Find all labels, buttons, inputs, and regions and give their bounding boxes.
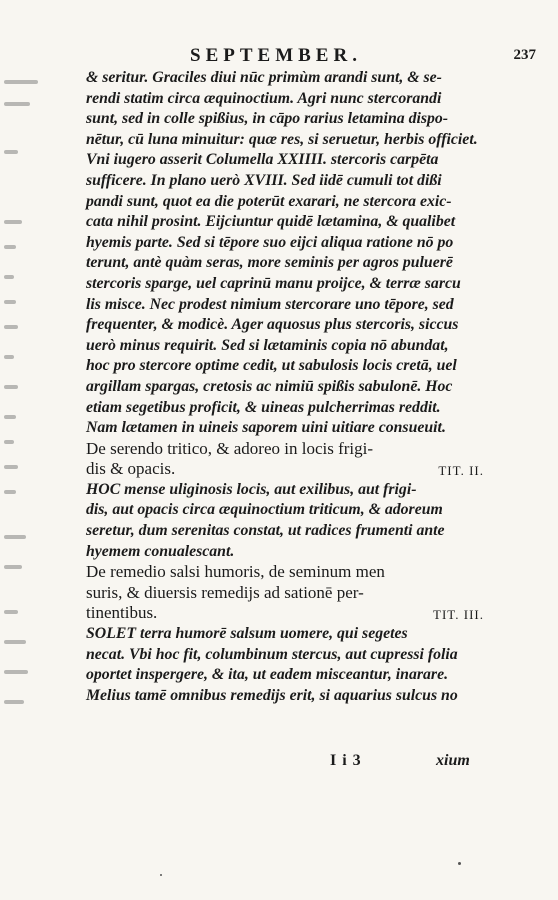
section-heading-line: suris, & diuersis remedijs ad sationē per- [86,582,364,602]
text-line: uerò minus requirit. Sed si lætaminis copia nō abundat, [86,336,449,354]
text-line: Melius tamē omnibus remedijs erit, si aquarius sulcus no [86,686,458,704]
section-heading-text: tinentibus. [86,603,158,623]
running-head: SEPTEMBER. [190,45,362,66]
section-heading-line: De remedio salsi humoris, de seminum men [86,562,385,582]
text-line: sunt, sed in colle spißius, in cāpo rarius letamina dispo- [86,110,449,128]
text-line: oportet inspergere, & ita, ut eadem misceantur, inarare. [86,666,449,684]
text-line: Nam lætamen in uineis saporem uini uitiare consueuit. [86,419,446,437]
text-line: necat. Vbi hoc fit, columbinum stercus, aut cupressi folia [86,645,458,663]
main-text-block [86,68,484,706]
text-line: rendi statim circa æquinoctium. Agri nunc stercorandi [86,89,442,107]
text-line: seretur, dum serenitas constat, ut radices frumenti ante [86,522,445,540]
text-line: terunt, antè quàm seras, more seminis per agros puluerē [86,254,453,272]
paper-speck [160,874,162,876]
text-line: etiam segetibus proficit, & uineas pulcherrimas reddit. [86,398,441,416]
section-number: TIT. II. [438,463,484,479]
text-line: hyemem conualescant. [86,542,235,560]
section-heading-line [86,459,484,480]
page-number: 237 [513,47,536,63]
signature-mark: I i 3 [330,752,362,769]
facing-page-bleed-through [0,70,52,730]
text-line: pandi sunt, quot ea die poterūt exarari, ne stercora exic- [86,192,452,210]
text-line: lis misce. Nec prodest nimium stercorare uno tēpore, sed [86,295,454,313]
text-line: hoc pro stercore optime cedit, ut sabulosis locis cretā, uel [86,357,457,375]
catchword: xium [436,752,470,769]
section-number: TIT. III. [433,607,484,623]
text-line: Vni iugero asserit Columella XXIIII. stercoris carpēta [86,151,439,169]
text-line: cata nihil prosint. Eijciuntur quidē lætamina, & qualibet [86,213,456,231]
text-line: frequenter, & modicè. Ager aquosus plus stercoris, siccus [86,316,459,334]
text-line: nētur, cū luna minuitur: quæ res, si seruetur, herbis officiet. [86,130,478,148]
text-line: SOLET terra humorē salsum uomere, qui segetes [86,625,408,643]
text-line: & seritur. Graciles diui nūc primùm arandi sunt, & se- [86,69,442,86]
section-heading-line [86,603,484,624]
paper-speck [458,862,461,865]
text-line: hyemis parte. Sed si tēpore suo eijci aliqua ratione nō po [86,233,454,251]
section-heading-text: dis & opacis. [86,459,176,479]
text-line: stercoris sparge, uel caprinū manu proijce, & terræ sarcu [86,274,461,292]
text-line: sufficere. In plano uerò XVIII. Sed iidē cumuli tot dißi [86,171,442,189]
text-line: HOC mense uliginosis locis, aut exilibus, aut frigi- [86,480,417,498]
text-line: dis, aut opacis circa æquinoctium triticum, & adoreum [86,501,443,519]
text-line: argillam spargas, cretosis ac nimiū spißis sabulonē. Hoc [86,377,453,395]
section-heading-line: De serendo tritico, & adoreo in locis frigi- [86,438,374,458]
